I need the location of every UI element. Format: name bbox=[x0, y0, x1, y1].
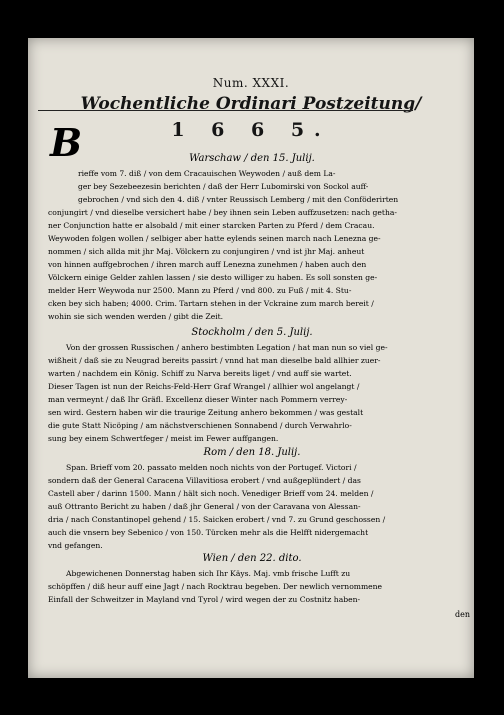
text-line: Abgewichenen Donnerstag haben sich Ihr Käys. Maj. vmb frische Lufft zu bbox=[66, 569, 351, 578]
drop-cap: B bbox=[50, 120, 83, 165]
text-line: wißheit / daß sie zu Neugrad bereits passirt / vnnd hat man dieselbe bald allhier zuer- bbox=[48, 356, 381, 365]
dateline-rom: Rom / den 18. Julij. bbox=[203, 447, 301, 458]
text-line: sondern daß der General Caracena Villavitiosa erobert / vnd außgeplündert / das bbox=[48, 476, 361, 485]
paragraph-warschaw-head bbox=[78, 167, 416, 206]
text-line: von hinnen auffgebrochen / ihren march auff Lenezna zunehmen / haben auch den bbox=[48, 260, 367, 269]
text-line: nommen / sich allda mit jhr Maj. Völckern zu conjungiren / vnd ist jhr Maj. anheut bbox=[48, 247, 365, 256]
text-line: warten / nachdem ein König. Schiff zu Narva bereits liget / vnd auff sie wartet. bbox=[48, 369, 352, 378]
paragraph-stockholm bbox=[48, 341, 416, 445]
paragraph-wien bbox=[48, 567, 416, 606]
text-line: Span. Brieff vom 20. passato melden noch nichts von der Portugef. Victori / bbox=[66, 463, 357, 472]
text-line: sung bey einem Schwertfeger / meist im Fewer auffgangen. bbox=[48, 434, 279, 443]
text-line: sen wird. Gestern haben wir die traurige Zeitung anhero bekommen / was gestalt bbox=[48, 408, 364, 417]
text-line: Einfall der Schweitzer in Mayland vnd Tyrol / wird wegen der zu Costnitz haben- bbox=[48, 595, 361, 604]
text-line: die gute Statt Nicöping / am nächstverschienen Sonnabend / durch Verwahrlo- bbox=[48, 421, 352, 430]
text-line: dria / nach Constantinopel gehend / 15. Saicken erobert / vnd 7. zu Grund geschossen / bbox=[48, 515, 386, 524]
issue-year: 1 6 6 5. bbox=[171, 119, 331, 141]
dateline-warschaw: Warschaw / den 15. Julij. bbox=[189, 153, 315, 164]
text-line: Castell aber / darinn 1500. Mann / hält sich noch. Venediger Brieff vom 24. melden / bbox=[48, 489, 374, 498]
text-line: ger bey Sezebeezesin berichten / daß der Herr Lubomirski von Sockol auff- bbox=[78, 182, 369, 191]
text-line: man vermeynt / daß Ihr Gräfl. Excellenz dieser Winter nach Pommern verrey- bbox=[48, 395, 348, 404]
text-line: rieffe vom 7. diß / von dem Cracauischen Weywoden / auß dem La- bbox=[78, 169, 336, 178]
issue-number: Num. XXXI. bbox=[212, 76, 290, 90]
catchword: den bbox=[454, 610, 470, 619]
text-line: melder Herr Weywoda nur 2500. Mann zu Pferd / vnd 800. zu Fuß / mit 4. Stu- bbox=[48, 286, 352, 295]
text-line: Weywoden folgen wollen / selbiger aber hatte eylends seinen march nach Lenezna ge- bbox=[48, 234, 381, 243]
text-line: vnd gefangen. bbox=[48, 541, 103, 550]
text-line: Dieser Tagen ist nun der Reichs-Feld-Herr Graf Wrangel / allhier wol angelangt / bbox=[48, 382, 360, 391]
text-line: schöpffen / diß heur auff eine Jagt / nach Rocktrau begeben. Der newlich vernommene bbox=[48, 582, 383, 591]
paragraph-warschaw bbox=[48, 206, 416, 323]
text-line: gebrochen / vnd sich den 4. diß / vnter Reussisch Lemberg / mit den Conföderirten bbox=[78, 195, 399, 204]
paragraph-rom bbox=[48, 461, 416, 552]
text-line: Von der grossen Russischen / anhero bestimbten Legation / hat man nun so viel ge- bbox=[66, 343, 388, 352]
text-line: cken bey sich haben; 4000. Crim. Tartarn stehen in der Vckraine zum march bereit / bbox=[48, 299, 374, 308]
text-line: wohin sie sich wenden werden / gibt die Zeit. bbox=[48, 312, 224, 321]
text-line: Völckern einige Gelder zahlen lassen / sie desto williger zu haben. Es soll sonsten ge- bbox=[48, 273, 378, 282]
text-line: auch die vnsern bey Sebenico / von 150. Türcken mehr als die Helfft nidergemacht bbox=[48, 528, 369, 537]
dateline-stockholm: Stockholm / den 5. Julij. bbox=[191, 327, 313, 338]
header-rule bbox=[38, 110, 413, 111]
dateline-wien: Wien / den 22. dito. bbox=[202, 553, 302, 564]
text-line: ner Conjunction hatte er alsobald / mit einer starcken Parten zu Pferd / dem Cracau. bbox=[48, 221, 375, 230]
text-line: conjungirt / vnd dieselbe versichert habe / bey ihnen sein Leben auffzusetzen: nach getha- bbox=[48, 208, 397, 217]
newspaper-title: Wochentliche Ordinari Postzeitung/ bbox=[80, 94, 422, 114]
text-line: auß Ottranto Bericht zu haben / daß jhr General / von der Caravana von Alessan- bbox=[48, 502, 361, 511]
